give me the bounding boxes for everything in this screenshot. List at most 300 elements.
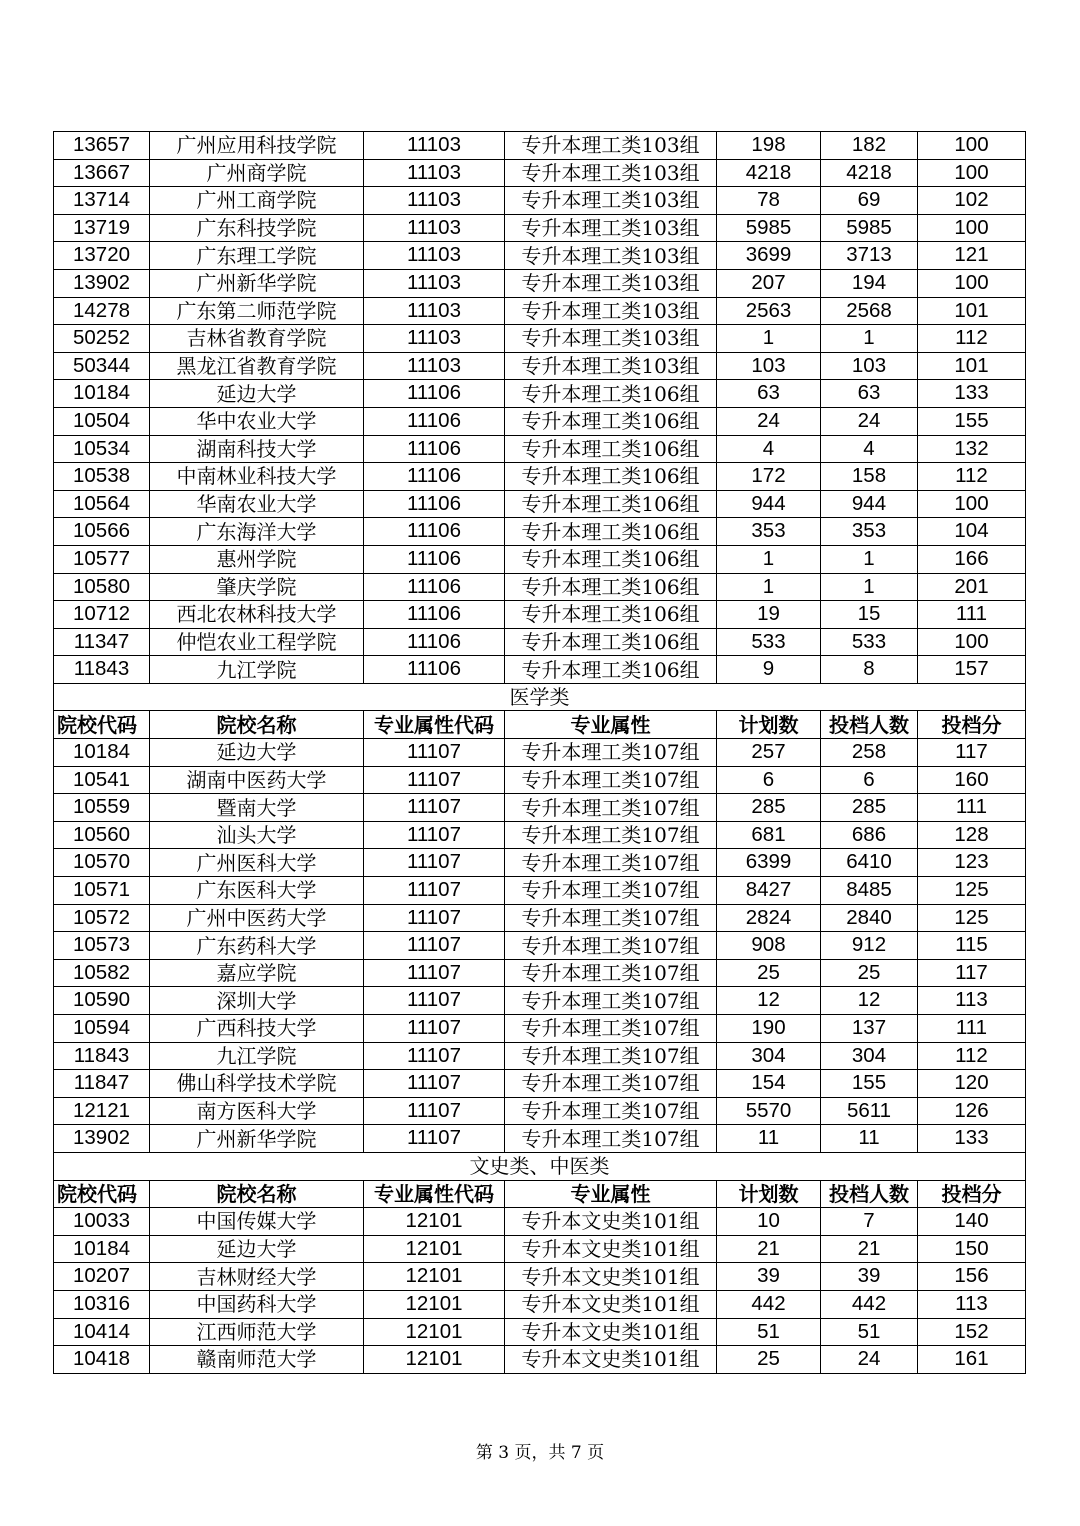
major-code-cell: 11106: [364, 407, 505, 435]
major-code-cell: 11106: [364, 656, 505, 684]
plan-count-cell: 533: [717, 628, 821, 656]
table-row: [54, 1125, 1026, 1153]
major-attr-cell: 专升本理工类107组: [505, 849, 717, 877]
major-attr-cell: 专升本文史类101组: [505, 1346, 717, 1374]
header-major-code: 专业属性代码: [364, 1180, 505, 1208]
plan-count-cell: 2824: [717, 904, 821, 932]
plan-count-cell: 51: [717, 1318, 821, 1346]
table-row: [54, 1208, 1026, 1236]
plan-count-cell: 103: [717, 352, 821, 380]
school-name-cell: 延边大学: [150, 380, 364, 408]
admitted-count-cell: 6410: [821, 849, 918, 877]
school-name-cell: 吉林省教育学院: [150, 325, 364, 353]
cutoff-score-cell: 133: [918, 380, 1026, 408]
plan-count-cell: 908: [717, 932, 821, 960]
table-row: [54, 573, 1026, 601]
admitted-count-cell: 25: [821, 959, 918, 987]
admitted-count-cell: 1: [821, 325, 918, 353]
school-code-cell: 10534: [54, 435, 150, 463]
plan-count-cell: 25: [717, 1346, 821, 1374]
major-attr-cell: 专升本文史类101组: [505, 1263, 717, 1291]
school-code-cell: 10033: [54, 1208, 150, 1236]
major-attr-cell: 专升本理工类107组: [505, 1070, 717, 1098]
cutoff-score-cell: 126: [918, 1097, 1026, 1125]
table-body: [54, 132, 1026, 1374]
major-attr-cell: 专升本理工类107组: [505, 1042, 717, 1070]
school-name-cell: 嘉应学院: [150, 959, 364, 987]
major-attr-cell: 专升本理工类103组: [505, 187, 717, 215]
school-name-cell: 广州新华学院: [150, 1125, 364, 1153]
admitted-count-cell: 912: [821, 932, 918, 960]
admitted-count-cell: 304: [821, 1042, 918, 1070]
table-row: [54, 518, 1026, 546]
header-school-code: 院校代码: [54, 1180, 150, 1208]
admitted-count-cell: 258: [821, 739, 918, 767]
cutoff-score-cell: 156: [918, 1263, 1026, 1291]
table-row: [54, 380, 1026, 408]
plan-count-cell: 10: [717, 1208, 821, 1236]
header-plan-count: 计划数: [717, 711, 821, 739]
table-row: [54, 1290, 1026, 1318]
school-name-cell: 中国药科大学: [150, 1290, 364, 1318]
admitted-count-cell: 51: [821, 1318, 918, 1346]
admitted-count-cell: 686: [821, 821, 918, 849]
major-code-cell: 11103: [364, 132, 505, 160]
major-code-cell: 12101: [364, 1208, 505, 1236]
school-code-cell: 10594: [54, 1015, 150, 1043]
major-code-cell: 11107: [364, 987, 505, 1015]
cutoff-score-cell: 152: [918, 1318, 1026, 1346]
table-row: [54, 325, 1026, 353]
major-attr-cell: 专升本理工类106组: [505, 601, 717, 629]
cutoff-score-cell: 101: [918, 297, 1026, 325]
major-code-cell: 11103: [364, 187, 505, 215]
cutoff-score-cell: 150: [918, 1235, 1026, 1263]
major-code-cell: 11106: [364, 573, 505, 601]
major-code-cell: 11103: [364, 269, 505, 297]
school-name-cell: 广东第二师范学院: [150, 297, 364, 325]
admitted-count-cell: 2840: [821, 904, 918, 932]
table-row: [54, 932, 1026, 960]
major-attr-cell: 专升本理工类103组: [505, 132, 717, 160]
school-code-cell: 10577: [54, 545, 150, 573]
school-name-cell: 广州应用科技学院: [150, 132, 364, 160]
school-code-cell: 13720: [54, 242, 150, 270]
plan-count-cell: 285: [717, 794, 821, 822]
table-row: [54, 821, 1026, 849]
major-code-cell: 11106: [364, 628, 505, 656]
major-code-cell: 11107: [364, 1097, 505, 1125]
school-code-cell: 13714: [54, 187, 150, 215]
school-code-cell: 10559: [54, 794, 150, 822]
admitted-count-cell: 8: [821, 656, 918, 684]
cutoff-score-cell: 140: [918, 1208, 1026, 1236]
school-code-cell: 10207: [54, 1263, 150, 1291]
plan-count-cell: 25: [717, 959, 821, 987]
admitted-count-cell: 24: [821, 407, 918, 435]
school-code-cell: 13667: [54, 159, 150, 187]
admitted-count-cell: 285: [821, 794, 918, 822]
plan-count-cell: 5570: [717, 1097, 821, 1125]
school-name-cell: 暨南大学: [150, 794, 364, 822]
school-code-cell: 10316: [54, 1290, 150, 1318]
school-code-cell: 13902: [54, 1125, 150, 1153]
major-code-cell: 11107: [364, 739, 505, 767]
plan-count-cell: 257: [717, 739, 821, 767]
cutoff-score-cell: 100: [918, 490, 1026, 518]
major-code-cell: 11106: [364, 601, 505, 629]
table-row: [54, 794, 1026, 822]
school-name-cell: 延边大学: [150, 739, 364, 767]
school-name-cell: 西北农林科技大学: [150, 601, 364, 629]
plan-count-cell: 24: [717, 407, 821, 435]
cutoff-score-cell: 100: [918, 269, 1026, 297]
school-code-cell: 10570: [54, 849, 150, 877]
plan-count-cell: 12: [717, 987, 821, 1015]
school-code-cell: 10541: [54, 766, 150, 794]
major-code-cell: 12101: [364, 1263, 505, 1291]
plan-count-cell: 4218: [717, 159, 821, 187]
major-code-cell: 11103: [364, 352, 505, 380]
admitted-count-cell: 5611: [821, 1097, 918, 1125]
school-code-cell: 10184: [54, 739, 150, 767]
column-header-row: [54, 711, 1026, 739]
admitted-count-cell: 69: [821, 187, 918, 215]
school-name-cell: 南方医科大学: [150, 1097, 364, 1125]
school-code-cell: 10712: [54, 601, 150, 629]
table-row: [54, 1070, 1026, 1098]
cutoff-score-cell: 101: [918, 352, 1026, 380]
admitted-count-cell: 11: [821, 1125, 918, 1153]
major-code-cell: 11103: [364, 214, 505, 242]
header-cutoff-score: 投档分: [918, 1180, 1026, 1208]
admission-score-table: [53, 131, 1026, 1374]
admitted-count-cell: 4218: [821, 159, 918, 187]
table-row: [54, 463, 1026, 491]
header-admitted-count: 投档人数: [821, 1180, 918, 1208]
table-row: [54, 545, 1026, 573]
major-attr-cell: 专升本文史类101组: [505, 1235, 717, 1263]
cutoff-score-cell: 115: [918, 932, 1026, 960]
major-attr-cell: 专升本理工类106组: [505, 380, 717, 408]
admitted-count-cell: 2568: [821, 297, 918, 325]
school-code-cell: 10418: [54, 1346, 150, 1374]
plan-count-cell: 78: [717, 187, 821, 215]
admitted-count-cell: 158: [821, 463, 918, 491]
cutoff-score-cell: 104: [918, 518, 1026, 546]
major-attr-cell: 专升本理工类106组: [505, 407, 717, 435]
school-name-cell: 广东海洋大学: [150, 518, 364, 546]
major-attr-cell: 专升本理工类106组: [505, 435, 717, 463]
school-code-cell: 10504: [54, 407, 150, 435]
school-name-cell: 华中农业大学: [150, 407, 364, 435]
admitted-count-cell: 7: [821, 1208, 918, 1236]
plan-count-cell: 8427: [717, 877, 821, 905]
major-code-cell: 11107: [364, 959, 505, 987]
major-attr-cell: 专升本文史类101组: [505, 1290, 717, 1318]
plan-count-cell: 5985: [717, 214, 821, 242]
school-code-cell: 13657: [54, 132, 150, 160]
school-code-cell: 11843: [54, 656, 150, 684]
school-code-cell: 12121: [54, 1097, 150, 1125]
admitted-count-cell: 137: [821, 1015, 918, 1043]
plan-count-cell: 1: [717, 325, 821, 353]
school-name-cell: 广州工商学院: [150, 187, 364, 215]
school-name-cell: 赣南师范大学: [150, 1346, 364, 1374]
school-code-cell: 10566: [54, 518, 150, 546]
header-cutoff-score: 投档分: [918, 711, 1026, 739]
major-attr-cell: 专升本理工类107组: [505, 1097, 717, 1125]
major-attr-cell: 专升本理工类107组: [505, 766, 717, 794]
plan-count-cell: 3699: [717, 242, 821, 270]
school-name-cell: 广东医科大学: [150, 877, 364, 905]
major-code-cell: 12101: [364, 1346, 505, 1374]
cutoff-score-cell: 128: [918, 821, 1026, 849]
cutoff-score-cell: 100: [918, 159, 1026, 187]
school-code-cell: 11347: [54, 628, 150, 656]
major-code-cell: 11107: [364, 849, 505, 877]
major-code-cell: 11107: [364, 1015, 505, 1043]
table-row: [54, 1015, 1026, 1043]
admitted-count-cell: 182: [821, 132, 918, 160]
major-code-cell: 11107: [364, 932, 505, 960]
admitted-count-cell: 1: [821, 545, 918, 573]
section-title-row: [54, 683, 1026, 711]
plan-count-cell: 19: [717, 601, 821, 629]
cutoff-score-cell: 100: [918, 132, 1026, 160]
table-row: [54, 849, 1026, 877]
cutoff-score-cell: 100: [918, 628, 1026, 656]
major-code-cell: 12101: [364, 1235, 505, 1263]
admitted-count-cell: 15: [821, 601, 918, 629]
major-code-cell: 11103: [364, 242, 505, 270]
school-code-cell: 10538: [54, 463, 150, 491]
major-attr-cell: 专升本理工类103组: [505, 325, 717, 353]
table-row: [54, 766, 1026, 794]
major-code-cell: 11107: [364, 1042, 505, 1070]
school-code-cell: 10582: [54, 959, 150, 987]
header-major-code: 专业属性代码: [364, 711, 505, 739]
cutoff-score-cell: 123: [918, 849, 1026, 877]
section-title: 文史类、中医类: [54, 1152, 1026, 1180]
cutoff-score-cell: 155: [918, 407, 1026, 435]
plan-count-cell: 681: [717, 821, 821, 849]
admitted-count-cell: 39: [821, 1263, 918, 1291]
cutoff-score-cell: 117: [918, 739, 1026, 767]
plan-count-cell: 1: [717, 573, 821, 601]
major-attr-cell: 专升本理工类107组: [505, 932, 717, 960]
school-name-cell: 延边大学: [150, 1235, 364, 1263]
table-row: [54, 904, 1026, 932]
admitted-count-cell: 3713: [821, 242, 918, 270]
school-name-cell: 九江学院: [150, 656, 364, 684]
plan-count-cell: 190: [717, 1015, 821, 1043]
table-row: [54, 490, 1026, 518]
major-attr-cell: 专升本理工类106组: [505, 518, 717, 546]
cutoff-score-cell: 160: [918, 766, 1026, 794]
school-code-cell: 13719: [54, 214, 150, 242]
major-code-cell: 11103: [364, 297, 505, 325]
header-major-attr: 专业属性: [505, 1180, 717, 1208]
cutoff-score-cell: 166: [918, 545, 1026, 573]
column-header-row: [54, 1180, 1026, 1208]
header-school-name: 院校名称: [150, 1180, 364, 1208]
admitted-count-cell: 12: [821, 987, 918, 1015]
section-title: 医学类: [54, 683, 1026, 711]
major-attr-cell: 专升本理工类107组: [505, 904, 717, 932]
major-attr-cell: 专升本理工类106组: [505, 490, 717, 518]
table-row: [54, 132, 1026, 160]
table-row: [54, 959, 1026, 987]
admitted-count-cell: 103: [821, 352, 918, 380]
admitted-count-cell: 353: [821, 518, 918, 546]
table-row: [54, 1318, 1026, 1346]
school-code-cell: 13902: [54, 269, 150, 297]
major-attr-cell: 专升本理工类107组: [505, 987, 717, 1015]
school-code-cell: 10184: [54, 1235, 150, 1263]
table-row: [54, 739, 1026, 767]
plan-count-cell: 304: [717, 1042, 821, 1070]
cutoff-score-cell: 113: [918, 987, 1026, 1015]
school-name-cell: 广州商学院: [150, 159, 364, 187]
major-attr-cell: 专升本理工类107组: [505, 959, 717, 987]
major-code-cell: 11106: [364, 518, 505, 546]
school-name-cell: 惠州学院: [150, 545, 364, 573]
plan-count-cell: 207: [717, 269, 821, 297]
cutoff-score-cell: 117: [918, 959, 1026, 987]
table-row: [54, 1042, 1026, 1070]
major-attr-cell: 专升本理工类103组: [505, 352, 717, 380]
section-title-row: [54, 1152, 1026, 1180]
admitted-count-cell: 533: [821, 628, 918, 656]
admitted-count-cell: 4: [821, 435, 918, 463]
table-row: [54, 1346, 1026, 1374]
major-attr-cell: 专升本理工类103组: [505, 159, 717, 187]
table-row: [54, 352, 1026, 380]
school-name-cell: 广东理工学院: [150, 242, 364, 270]
header-major-attr: 专业属性: [505, 711, 717, 739]
major-attr-cell: 专升本文史类101组: [505, 1208, 717, 1236]
table-row: [54, 1263, 1026, 1291]
school-name-cell: 华南农业大学: [150, 490, 364, 518]
major-code-cell: 11106: [364, 463, 505, 491]
school-code-cell: 14278: [54, 297, 150, 325]
school-code-cell: 10580: [54, 573, 150, 601]
school-name-cell: 黑龙江省教育学院: [150, 352, 364, 380]
major-code-cell: 11103: [364, 325, 505, 353]
major-attr-cell: 专升本理工类107组: [505, 1015, 717, 1043]
major-attr-cell: 专升本理工类107组: [505, 739, 717, 767]
major-code-cell: 11106: [364, 545, 505, 573]
cutoff-score-cell: 133: [918, 1125, 1026, 1153]
school-name-cell: 中国传媒大学: [150, 1208, 364, 1236]
cutoff-score-cell: 100: [918, 214, 1026, 242]
table-row: [54, 987, 1026, 1015]
admitted-count-cell: 194: [821, 269, 918, 297]
page-footer: 第 3 页，共 7 页: [475, 1443, 605, 1463]
school-name-cell: 佛山科学技术学院: [150, 1070, 364, 1098]
school-name-cell: 广东科技学院: [150, 214, 364, 242]
major-attr-cell: 专升本理工类107组: [505, 1125, 717, 1153]
major-code-cell: 11103: [364, 159, 505, 187]
school-code-cell: 11847: [54, 1070, 150, 1098]
major-attr-cell: 专升本理工类107组: [505, 794, 717, 822]
school-code-cell: 10184: [54, 380, 150, 408]
major-code-cell: 11107: [364, 904, 505, 932]
major-attr-cell: 专升本理工类103组: [505, 297, 717, 325]
plan-count-cell: 11: [717, 1125, 821, 1153]
table-row: [54, 877, 1026, 905]
header-admitted-count: 投档人数: [821, 711, 918, 739]
table-row: [54, 159, 1026, 187]
major-attr-cell: 专升本理工类103组: [505, 242, 717, 270]
admitted-count-cell: 63: [821, 380, 918, 408]
school-code-cell: 10414: [54, 1318, 150, 1346]
major-attr-cell: 专升本理工类107组: [505, 877, 717, 905]
cutoff-score-cell: 161: [918, 1346, 1026, 1374]
table-row: [54, 1097, 1026, 1125]
major-code-cell: 11107: [364, 794, 505, 822]
school-code-cell: 10560: [54, 821, 150, 849]
school-code-cell: 10564: [54, 490, 150, 518]
major-code-cell: 11107: [364, 766, 505, 794]
table-row: [54, 187, 1026, 215]
plan-count-cell: 39: [717, 1263, 821, 1291]
plan-count-cell: 172: [717, 463, 821, 491]
major-code-cell: 11106: [364, 435, 505, 463]
school-name-cell: 广西科技大学: [150, 1015, 364, 1043]
school-name-cell: 湖南科技大学: [150, 435, 364, 463]
plan-count-cell: 21: [717, 1235, 821, 1263]
cutoff-score-cell: 112: [918, 463, 1026, 491]
major-attr-cell: 专升本理工类106组: [505, 573, 717, 601]
cutoff-score-cell: 121: [918, 242, 1026, 270]
major-code-cell: 11107: [364, 877, 505, 905]
cutoff-score-cell: 125: [918, 904, 1026, 932]
cutoff-score-cell: 111: [918, 601, 1026, 629]
plan-count-cell: 2563: [717, 297, 821, 325]
admitted-count-cell: 1: [821, 573, 918, 601]
plan-count-cell: 1: [717, 545, 821, 573]
major-code-cell: 12101: [364, 1290, 505, 1318]
admitted-count-cell: 5985: [821, 214, 918, 242]
school-name-cell: 仲恺农业工程学院: [150, 628, 364, 656]
table-row: [54, 656, 1026, 684]
school-name-cell: 广州中医药大学: [150, 904, 364, 932]
school-name-cell: 湖南中医药大学: [150, 766, 364, 794]
major-code-cell: 12101: [364, 1318, 505, 1346]
plan-count-cell: 63: [717, 380, 821, 408]
cutoff-score-cell: 201: [918, 573, 1026, 601]
admitted-count-cell: 21: [821, 1235, 918, 1263]
plan-count-cell: 944: [717, 490, 821, 518]
cutoff-score-cell: 111: [918, 794, 1026, 822]
major-attr-cell: 专升本理工类107组: [505, 821, 717, 849]
major-attr-cell: 专升本理工类106组: [505, 656, 717, 684]
plan-count-cell: 353: [717, 518, 821, 546]
school-code-cell: 50252: [54, 325, 150, 353]
school-name-cell: 深圳大学: [150, 987, 364, 1015]
major-attr-cell: 专升本理工类103组: [505, 214, 717, 242]
table-row: [54, 628, 1026, 656]
major-code-cell: 11106: [364, 380, 505, 408]
table-row: [54, 601, 1026, 629]
school-code-cell: 50344: [54, 352, 150, 380]
table-row: [54, 1235, 1026, 1263]
cutoff-score-cell: 113: [918, 1290, 1026, 1318]
header-plan-count: 计划数: [717, 1180, 821, 1208]
school-name-cell: 广东药科大学: [150, 932, 364, 960]
